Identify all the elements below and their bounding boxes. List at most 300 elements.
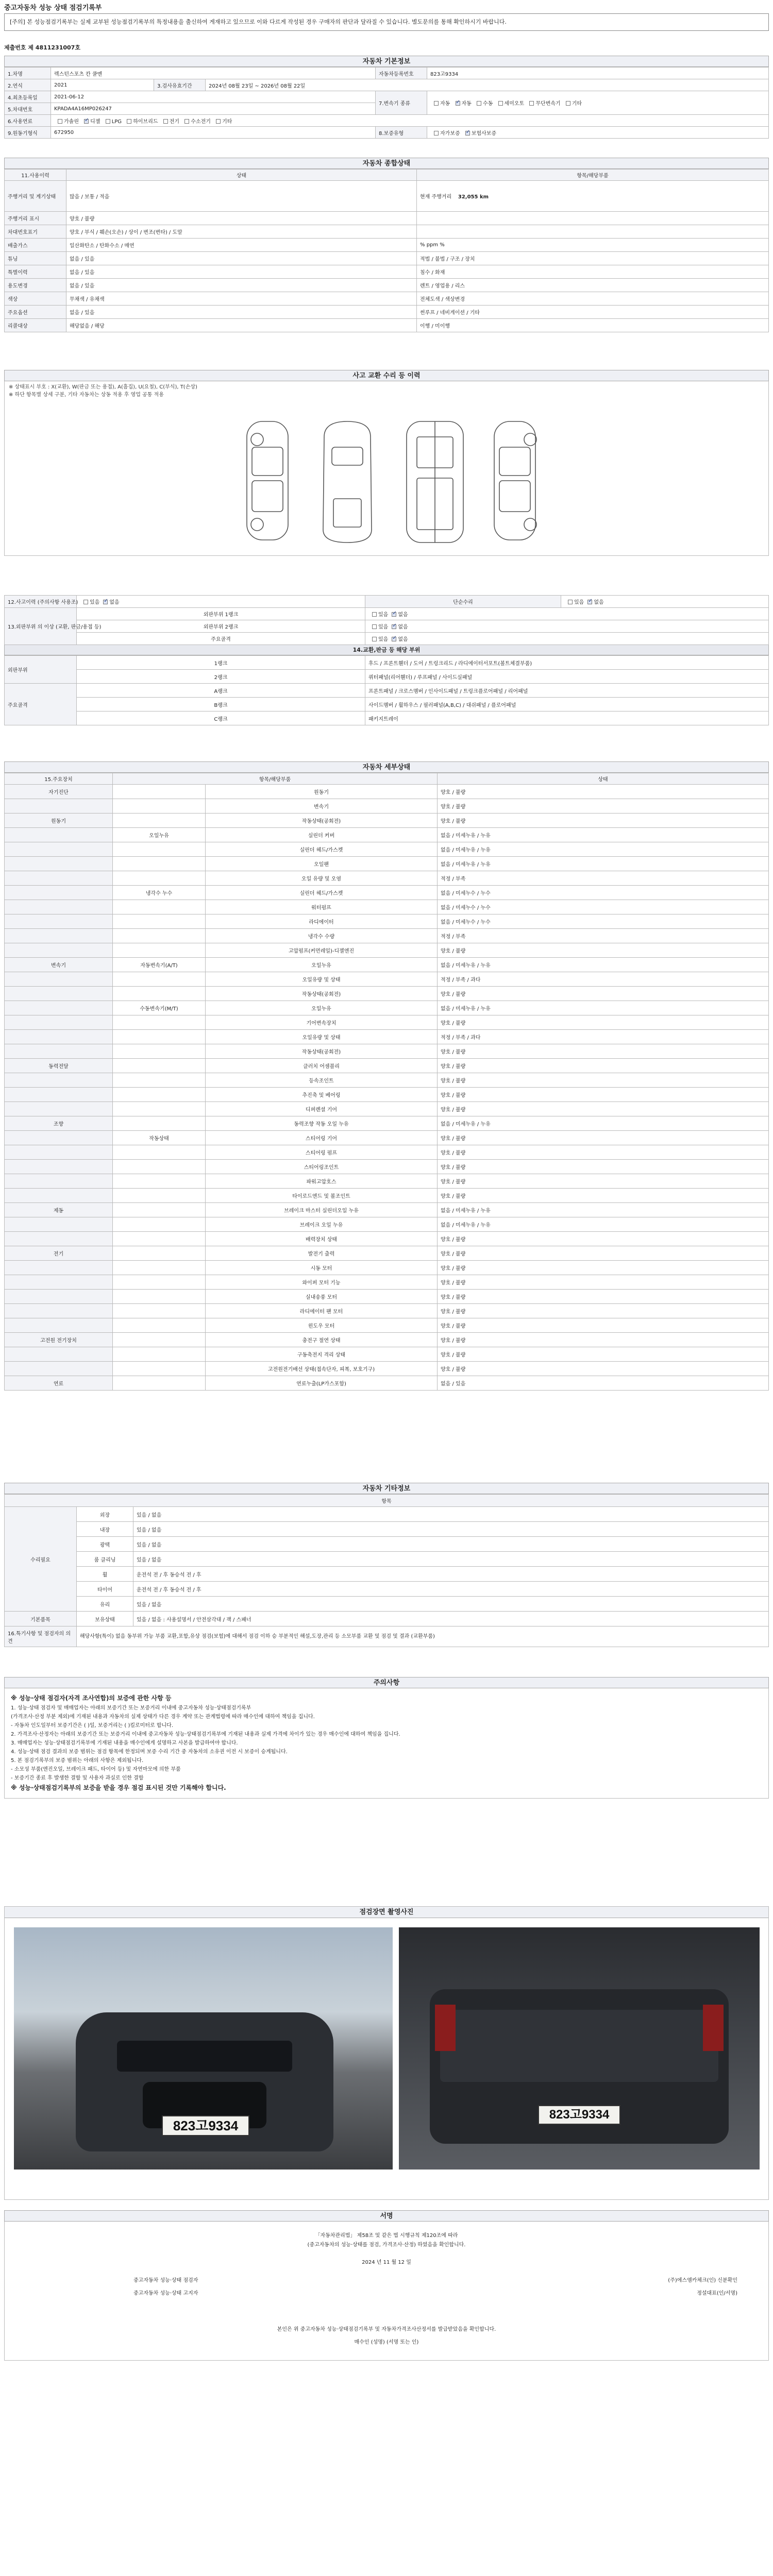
- price-label: 중고자동차 성능·상태 고지자: [133, 2291, 198, 2296]
- detail-state: 양호 / 불량: [438, 1290, 769, 1304]
- detail-item: 기어변속장치: [206, 1015, 438, 1030]
- detail-state: 없음 / 미세누유 / 누유: [438, 1203, 769, 1217]
- detail-state: 적정 / 부족: [438, 929, 769, 943]
- detail-group: [5, 799, 113, 814]
- guarantee-options: 자가보증 ✓ 보험사보증: [427, 127, 769, 139]
- detail-subgroup: [113, 1376, 206, 1391]
- detail-subgroup: [113, 857, 206, 871]
- detail-item: 브레이크 마스터 실린더오일 누유: [206, 1203, 438, 1217]
- detail-row: [5, 1116, 769, 1131]
- detail-item: 오일 유량 및 오염: [206, 871, 438, 886]
- detail-state: 적정 / 부족: [438, 871, 769, 886]
- caution-line: 5. 본 점검기록부의 보증 범위는 아래의 사항은 제외됩니다.: [11, 1758, 144, 1764]
- detail-row: [5, 958, 769, 972]
- detail-state: 없음 / 미세누수 / 누수: [438, 886, 769, 900]
- detail-group: 연료: [5, 1376, 113, 1391]
- detail-row: [5, 785, 769, 799]
- detail-subgroup: [113, 1030, 206, 1044]
- mileage-value: 32,055 km: [458, 194, 489, 200]
- row-label: 배출가스: [5, 239, 66, 252]
- detail-row: [5, 1102, 769, 1116]
- row-detail: 렌트 / 영업용 / 리스: [417, 279, 769, 292]
- detail-row: [5, 1232, 769, 1246]
- detail-state: 양호 / 불량: [438, 799, 769, 814]
- detail-subgroup: [113, 814, 206, 828]
- detail-item: 와이퍼 모터 기능: [206, 1275, 438, 1290]
- row-label: 색상: [5, 292, 66, 306]
- first-reg-date: 2021-06-12: [51, 91, 376, 103]
- detail-subgroup: [113, 1044, 206, 1059]
- sign-title: 서명: [4, 2210, 769, 2222]
- checkbox: [127, 119, 131, 124]
- detail-row: [5, 1044, 769, 1059]
- rear-photo: [399, 1927, 760, 2170]
- rank-label: C랭크: [77, 711, 365, 725]
- detail-row: [5, 1318, 769, 1333]
- caution-line: (가격조사·산정 부분 제외)에 기재된 내용과 자동차의 실제 상태가 다른 경우 계약 또는 관계법령에 따라 매수인에 대하여 책임을 집니다.: [11, 1714, 315, 1720]
- detail-group: [5, 1362, 113, 1376]
- detail-state: 없음 / 미세누유 / 누유: [438, 1217, 769, 1232]
- detail-state: 양호 / 불량: [438, 1333, 769, 1347]
- detail-item: 오일팬: [206, 857, 438, 871]
- rank-parts: 사이드멤버 / 휠하우스 / 필러패널(A,B,C) / 대쉬패널 / 플로어패널: [365, 698, 769, 711]
- col-header: 15.주요장치: [5, 773, 113, 785]
- detail-row: [5, 814, 769, 828]
- detail-item: 구동축전지 격리 상태: [206, 1347, 438, 1362]
- row-label: 튜닝: [5, 252, 66, 265]
- row-detail: 전체도색 / 색상변경: [417, 292, 769, 306]
- label: 1.차명: [5, 67, 51, 79]
- detail-row: [5, 1347, 769, 1362]
- detail-state: 양호 / 불량: [438, 1362, 769, 1376]
- price-name: 정설대표(인/서명): [697, 2291, 737, 2296]
- detail-group: [5, 929, 113, 943]
- item-state: 운전석 전 / 후 동승석 전 / 후: [133, 1582, 769, 1597]
- row-state: 해당없음 / 해당: [66, 319, 417, 332]
- sign-body: [4, 2222, 769, 2361]
- col-header: 상태: [66, 170, 417, 181]
- sign-date: 2024 년 11 월 12 일: [362, 2260, 411, 2265]
- detail-state: 양호 / 불량: [438, 1232, 769, 1246]
- detail-state: 적정 / 부족 / 과다: [438, 972, 769, 987]
- row-label: 특별이력: [5, 265, 66, 279]
- detail-group: [5, 1001, 113, 1015]
- row-detail: 썬루프 / 네비게이션 / 기타: [417, 306, 769, 319]
- item-state: 있음 / 없음 : 사용설명서 / 안전삼각대 / 잭 / 스패너: [133, 1612, 769, 1626]
- detail-item: 고전원전기배선 상태(접속단자, 피복, 보호기구): [206, 1362, 438, 1376]
- checkbox: [568, 600, 573, 604]
- rank-parts: 패키지트레이: [365, 711, 769, 725]
- detail-subgroup: [113, 1290, 206, 1304]
- detail-group: [5, 900, 113, 914]
- detail-item: 변속기: [206, 799, 438, 814]
- detail-state: 양호 / 불량: [438, 814, 769, 828]
- detail-subgroup: [113, 900, 206, 914]
- caution-line: - 소모성 부품(엔진오일, 브레이크 패드, 타이어 등) 및 자연마모에 의한 부품: [11, 1767, 181, 1772]
- detail-group: 고전원 전기장치: [5, 1333, 113, 1347]
- row-detail: % ppm %: [417, 239, 769, 252]
- checkbox-checked: [465, 131, 470, 135]
- sign-line: (중고자동차의 성능·상태를 점검, 가격조사·산정) 하였음을 확인합니다.: [307, 2242, 466, 2248]
- detail-item: 작동상태(공회전): [206, 1044, 438, 1059]
- detail-row: [5, 1275, 769, 1290]
- detail-subgroup: [113, 1217, 206, 1232]
- label: 5.차대번호: [5, 103, 51, 115]
- detail-group: [5, 943, 113, 958]
- accident-options: 있음✓ 없음: [77, 596, 365, 608]
- label: 3.검사유효기간: [154, 79, 206, 91]
- detail-subgroup: [113, 1232, 206, 1246]
- front-plate: 823고9334: [162, 2115, 249, 2136]
- detail-state: 양호 / 불량: [438, 1073, 769, 1088]
- model-year: 2021: [51, 79, 154, 91]
- row-state: 양호 / 불량: [66, 212, 417, 225]
- detail-state: 양호 / 불량: [438, 1044, 769, 1059]
- detail-subgroup: [113, 1246, 206, 1261]
- detail-row: [5, 1261, 769, 1275]
- detail-group: [5, 1015, 113, 1030]
- checker-name: (주)에스엠카체크(인) 신분확인: [668, 2278, 737, 2283]
- detail-row: [5, 1189, 769, 1203]
- front-photo: [14, 1927, 393, 2170]
- basic-info-section: [4, 56, 769, 139]
- detail-group: [5, 1030, 113, 1044]
- detail-item: 작동상태(공회전): [206, 987, 438, 1001]
- detail-group: 동력전달: [5, 1059, 113, 1073]
- detail-group: [5, 1290, 113, 1304]
- detail-subgroup: 냉각수 누수: [113, 886, 206, 900]
- detail-state: 양호 / 불량: [438, 1304, 769, 1318]
- row-state: 무채색 / 유채색: [66, 292, 417, 306]
- item-label: 유리: [77, 1597, 133, 1612]
- outer-rank-1-opts: 있음✓ 없음: [365, 608, 769, 620]
- detail-subgroup: [113, 1318, 206, 1333]
- photo-section: [4, 1906, 769, 2200]
- caution-body: [4, 1688, 769, 1799]
- col-header: 항목: [5, 1495, 769, 1507]
- label: 자동차등록번호: [376, 67, 427, 79]
- detail-item: 동력조향 작동 오일 누유: [206, 1116, 438, 1131]
- detail-item: 원동기: [206, 785, 438, 799]
- checkbox-checked: [84, 119, 89, 124]
- simple-repair-options: 있음✓ 없음: [561, 596, 769, 608]
- car-top-view: [323, 421, 372, 543]
- row-label: 주행거리 및 계기상태: [5, 181, 66, 212]
- label: 2.연식: [5, 79, 51, 91]
- detail-group: [5, 1044, 113, 1059]
- detail-row: [5, 1030, 769, 1044]
- detail-subgroup: [113, 1362, 206, 1376]
- accident-section: [4, 595, 769, 725]
- detail-subgroup: [113, 842, 206, 857]
- fuel-options: 가솔린 ✓ 디젤 LPG 하이브리드 전기 수소전기 기타: [51, 115, 769, 127]
- checkbox: [372, 624, 377, 629]
- detail-row: [5, 1203, 769, 1217]
- detail-item: 디퍼렌셜 기어: [206, 1102, 438, 1116]
- detail-subgroup: [113, 1174, 206, 1189]
- detail-state: 없음 / 미세누유 / 누유: [438, 1001, 769, 1015]
- mileage-cell: 현재 주행거리 32,055 km: [417, 181, 769, 212]
- detail-item: 오일유량 및 상태: [206, 1030, 438, 1044]
- detail-row: [5, 1376, 769, 1391]
- caution-line: 1. 성능·상태 점검자 및 매매업자는 아래의 보증기간 또는 보증거리 이내에 중고자동차 성능·상태점검기록부: [11, 1705, 251, 1711]
- document-number: 제출번호 제 4811231007호: [4, 44, 80, 51]
- motor-type: 672950: [51, 127, 376, 139]
- item-label: 외장: [77, 1507, 133, 1522]
- checkbox: [372, 612, 377, 617]
- options-section: [4, 1483, 769, 1647]
- detail-group: [5, 1217, 113, 1232]
- detail-subgroup: [113, 785, 206, 799]
- detail-group: [5, 1304, 113, 1318]
- detail-state: 적정 / 부족 / 과다: [438, 1030, 769, 1044]
- rank-parts: 쿼터패널(리어휀더) / 루프패널 / 사이드실패널: [365, 670, 769, 684]
- detail-row: [5, 972, 769, 987]
- item-label: 타이어: [77, 1582, 133, 1597]
- rank-parts: 후드 / 프론트휀더 / 도어 / 트렁크리드 / 라디에이터서포트(볼트체결부품): [365, 656, 769, 670]
- caution-title: 주의사항: [4, 1677, 769, 1688]
- detail-item: 파워고압호스: [206, 1174, 438, 1189]
- car-name: 렉스턴스포츠 칸 쿨멘: [51, 67, 376, 79]
- detail-subgroup: [113, 1160, 206, 1174]
- photo-title: 점검장면 촬영사진: [5, 1907, 768, 1918]
- checkbox: [184, 119, 189, 124]
- detail-section: [4, 761, 769, 1391]
- detail-row: [5, 987, 769, 1001]
- transmission-options: 자동 ✓ 자동 수동 세미오토 무단변속기 기타: [427, 91, 769, 115]
- detail-row: [5, 1145, 769, 1160]
- checkbox-checked: [103, 600, 108, 604]
- col-header: 항목/해당부품: [113, 773, 438, 785]
- row-state: 없음 / 있음: [66, 252, 417, 265]
- label: 4.최초등록일: [5, 91, 51, 103]
- main-frame-opts: 있음✓ 없음: [365, 633, 769, 645]
- item-label: 광택: [77, 1537, 133, 1552]
- detail-group: [5, 1174, 113, 1189]
- checkbox: [566, 101, 570, 106]
- row-state: 일산화탄소 / 탄화수소 / 매연: [66, 239, 417, 252]
- detail-row: [5, 871, 769, 886]
- detail-row: [5, 1333, 769, 1347]
- checkbox: [58, 119, 62, 124]
- detail-row: [5, 1073, 769, 1088]
- detail-row: [5, 929, 769, 943]
- detail-subgroup: [113, 972, 206, 987]
- detail-state: 양호 / 불량: [438, 1102, 769, 1116]
- detail-item: 연료누출(LP가스포함): [206, 1376, 438, 1391]
- detail-subgroup: [113, 799, 206, 814]
- rank-label: 2랭크: [77, 670, 365, 684]
- row-state: 없음 / 있음: [66, 265, 417, 279]
- detail-group: 조향: [5, 1116, 113, 1131]
- row-label: 주요옵션: [5, 306, 66, 319]
- detail-group: [5, 1073, 113, 1088]
- checkbox: [434, 131, 439, 135]
- detail-group: 변속기: [5, 958, 113, 972]
- row-state: 없음 / 있음: [66, 306, 417, 319]
- label: 6.사용연료: [5, 115, 51, 127]
- detail-state: 양호 / 불량: [438, 987, 769, 1001]
- checkbox: [163, 119, 168, 124]
- detail-subgroup: 수동변속기(M/T): [113, 1001, 206, 1015]
- detail-group: [5, 987, 113, 1001]
- checkbox: [434, 101, 439, 106]
- detail-group: [5, 1261, 113, 1275]
- detail-group: [5, 842, 113, 857]
- detail-item: 브레이크 오일 누유: [206, 1217, 438, 1232]
- reg-number: 823고9334: [427, 67, 769, 79]
- detail-row: [5, 1088, 769, 1102]
- item-label: 보유상태: [77, 1612, 133, 1626]
- item-state: 있음 / 없음: [133, 1522, 769, 1537]
- detail-item: 시동 모터: [206, 1261, 438, 1275]
- detail-group: 제동: [5, 1203, 113, 1217]
- group-label: 기본품목: [5, 1612, 77, 1626]
- detail-title: 자동차 세부상태: [4, 761, 769, 773]
- detail-subgroup: [113, 1203, 206, 1217]
- outer-label: 13.외판부위 의 이상 (교환, 판금/용접 등): [5, 608, 77, 645]
- receipt-signature: 매수인 (성명) (서명 또는 인): [354, 2340, 419, 2345]
- group-label: 수리필요: [5, 1507, 77, 1612]
- detail-item: 클러치 어셈블리: [206, 1059, 438, 1073]
- detail-item: 스티어링 펌프: [206, 1145, 438, 1160]
- detail-subgroup: [113, 871, 206, 886]
- detail-row: [5, 1304, 769, 1318]
- side-label: 외판부위: [5, 656, 77, 684]
- col-header: 항목/해당부품: [417, 170, 769, 181]
- checkbox: [498, 101, 503, 106]
- detail-row: [5, 1131, 769, 1145]
- row-label: 주행거리 표시: [5, 212, 66, 225]
- basic-info-title: 자동차 기본정보: [4, 56, 769, 67]
- rank-label: 1랭크: [77, 656, 365, 670]
- detail-subgroup: [113, 1116, 206, 1131]
- detail-state: 양호 / 불량: [438, 943, 769, 958]
- checkbox: [372, 637, 377, 641]
- detail-subgroup: [113, 1333, 206, 1347]
- detail-row: [5, 1362, 769, 1376]
- detail-item: 라디에이터: [206, 914, 438, 929]
- detail-group: [5, 1347, 113, 1362]
- caution-line: - 보증기간 종료 후 발생한 결함 및 사용자 과실로 인한 결함: [11, 1775, 144, 1781]
- checkbox: [216, 119, 221, 124]
- detail-item: 라디에이터 팬 모터: [206, 1304, 438, 1318]
- detail-subgroup: [113, 1261, 206, 1275]
- caution-line: 2. 가격조사·산정자는 아래의 보증기간 또는 보증거리 이내에 중고자동차 성능·상태점검기록부에 기재된 내용과 실제 가격에 차이가 있는 경우 매수인에 대하여 책임을 집니다.: [11, 1732, 400, 1737]
- detail-group: [5, 1131, 113, 1145]
- detail-state: 없음 / 미세누유 / 누유: [438, 1116, 769, 1131]
- detail-group: 자기진단: [5, 785, 113, 799]
- detail-subgroup: [113, 1088, 206, 1102]
- legend-line: ※ 하단 항목별 상세 구분, 기타 자동차는 상동 적용 후 영업 공통 적용: [9, 392, 164, 398]
- checkbox-checked: [392, 624, 396, 629]
- detail-row: [5, 900, 769, 914]
- detail-row: [5, 1015, 769, 1030]
- detail-subgroup: [113, 1189, 206, 1203]
- signature-section: [4, 2210, 769, 2361]
- item-state: 운전석 전 / 후 동승석 전 / 후: [133, 1567, 769, 1582]
- row-label: 차대번호표기: [5, 225, 66, 239]
- detail-row: [5, 799, 769, 814]
- row-detail: 적법 / 불법 / 구조 / 장치: [417, 252, 769, 265]
- item-state: 있음 / 없음: [133, 1552, 769, 1567]
- detail-item: 스티어링 기어: [206, 1131, 438, 1145]
- detail-state: 양호 / 불량: [438, 1275, 769, 1290]
- item-state: 있음 / 없음: [133, 1507, 769, 1522]
- detail-item: 타이로드엔드 및 볼조인트: [206, 1189, 438, 1203]
- item-label: 룸 클리닝: [77, 1552, 133, 1567]
- detail-row: [5, 1001, 769, 1015]
- label: 8.보증유형: [376, 127, 427, 139]
- general-state-title: 자동차 종합상태: [4, 158, 769, 169]
- detail-subgroup: [113, 1275, 206, 1290]
- detail-subgroup: [113, 987, 206, 1001]
- col-header: 상태: [438, 773, 769, 785]
- detail-item: 워터펌프: [206, 900, 438, 914]
- row-label: 리콜대상: [5, 319, 66, 332]
- vin: KPADA4A16MP026247: [51, 103, 376, 115]
- outer-rank-2-opts: 있음✓ 없음: [365, 620, 769, 633]
- detail-state: 양호 / 불량: [438, 1261, 769, 1275]
- detail-row: [5, 943, 769, 958]
- parts-title: 14.교환,판금 등 해당 부위: [4, 645, 769, 655]
- document-title: 중고자동차 성능 상태 점검기록부: [4, 4, 102, 12]
- detail-row: [5, 1290, 769, 1304]
- detail-group: [5, 1189, 113, 1203]
- detail-state: 없음 / 미세누수 / 누수: [438, 900, 769, 914]
- detail-item: 오일누유: [206, 1001, 438, 1015]
- item-label: 휠: [77, 1567, 133, 1582]
- receipt-line: 본인은 위 중고자동차 성능·상태점검기록부 및 자동차가격조사산정서를 발급받았음을 확인합니다.: [277, 2327, 496, 2332]
- detail-row: [5, 857, 769, 871]
- detail-subgroup: [113, 929, 206, 943]
- detail-row: [5, 1217, 769, 1232]
- item-state: 있음 / 없음: [133, 1597, 769, 1612]
- detail-state: 양호 / 불량: [438, 1145, 769, 1160]
- detail-state: 없음 / 미세누유 / 누유: [438, 828, 769, 842]
- caution-heading: ※ 성능·상태 점검자(자격 조사연합)의 보증에 관한 사항 등: [11, 1694, 172, 1702]
- detail-group: [5, 972, 113, 987]
- detail-group: [5, 1102, 113, 1116]
- detail-item: 오일유량 및 상태: [206, 972, 438, 987]
- detail-item: 충전구 절연 상태: [206, 1333, 438, 1347]
- detail-subgroup: [113, 1102, 206, 1116]
- general-state-section: [4, 158, 769, 332]
- detail-row: [5, 1059, 769, 1073]
- detail-row: [5, 886, 769, 900]
- detail-item: 배력장치 상태: [206, 1232, 438, 1246]
- row-state: 없음 / 있음: [66, 279, 417, 292]
- checker-label: 중고자동차 성능·상태 점검자: [133, 2278, 198, 2283]
- detail-state: 없음 / 미세누유 / 누유: [438, 958, 769, 972]
- detail-row: [5, 1246, 769, 1261]
- detail-state: 양호 / 불량: [438, 1318, 769, 1333]
- detail-item: 실린더 커버: [206, 828, 438, 842]
- detail-subgroup: [113, 943, 206, 958]
- checkbox: [106, 119, 110, 124]
- row-state: 많음 / 보통 / 적음: [66, 181, 417, 212]
- detail-group: [5, 1160, 113, 1174]
- detail-subgroup: 자동변속기(A/T): [113, 958, 206, 972]
- detail-item: 오일누유: [206, 958, 438, 972]
- detail-state: 양호 / 불량: [438, 1160, 769, 1174]
- detail-row: [5, 914, 769, 929]
- detail-group: [5, 1088, 113, 1102]
- detail-item: 발전기 출력: [206, 1246, 438, 1261]
- detail-state: 없음 / 미세누유 / 누유: [438, 842, 769, 857]
- detail-item: 실린더 헤드/가스켓: [206, 842, 438, 857]
- special-label: 16.특기사항 및 점검자의 의견: [5, 1626, 77, 1647]
